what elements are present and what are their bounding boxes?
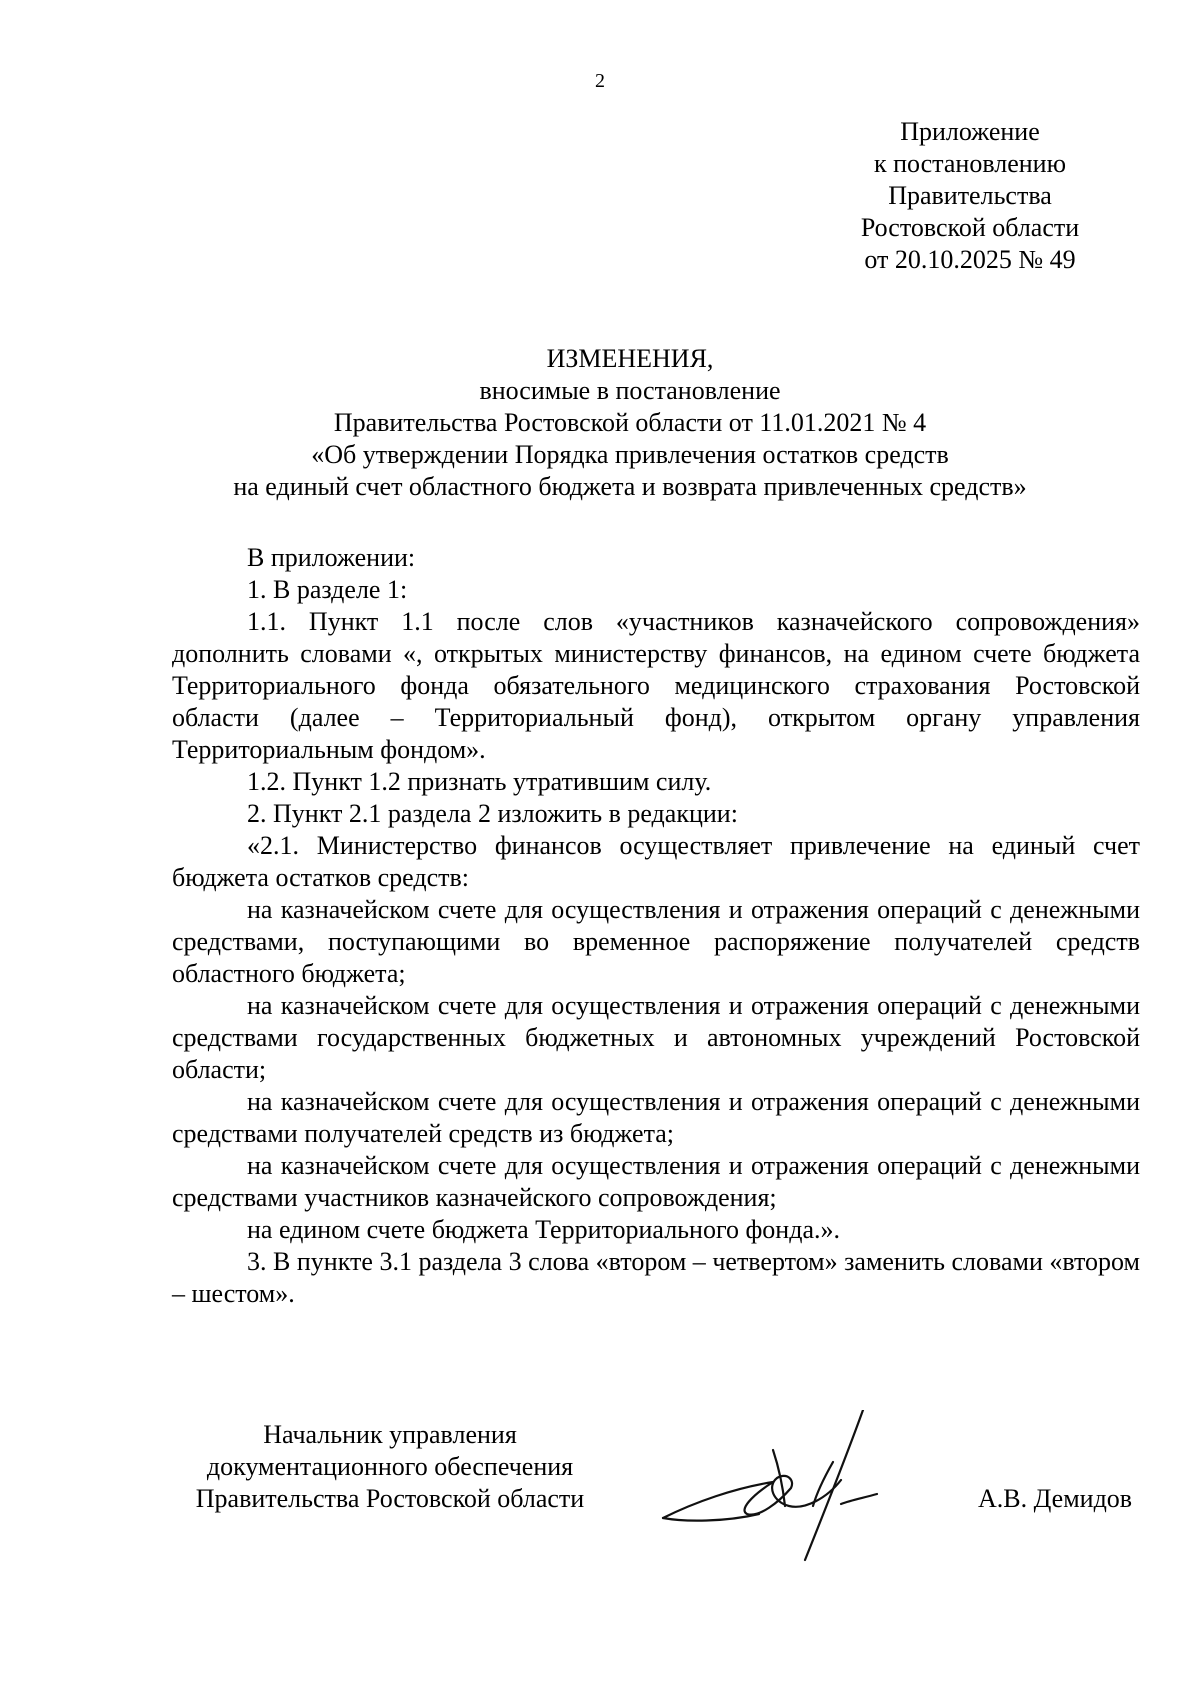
signatory-position — [160, 1419, 620, 1515]
paragraph: на казначейском счете для осуществления и отражения операций с денежными средствами получателей средств из бюджета; — [172, 1087, 1140, 1148]
signatory-position-line: Начальник управления — [263, 1420, 517, 1449]
paragraph: «2.1. Министерство финансов осуществляет привлечение на единый счет бюджета остатков средств: — [172, 831, 1140, 892]
appendix-line: от 20.10.2025 № 49 — [864, 245, 1076, 274]
paragraph: 2. Пункт 2.1 раздела 2 изложить в редакции: — [247, 799, 738, 828]
document-body — [172, 542, 1140, 1310]
title-line: «Об утверждении Порядка привлечения остатков средств — [311, 440, 949, 469]
paragraph: 3. В пункте 3.1 раздела 3 слова «втором – четвертом» заменить словами «втором – шестом». — [172, 1247, 1140, 1308]
paragraph: 1.1. Пункт 1.1 после слов «участников казначейского сопровождения» дополнить словами «, открытых министерству финансов, на едином счете бюджета Территориального фонда обязательного медицинского страхования Ростовской области (далее – Территориальный фонд), открытом органу управления Территориальным фондом». — [172, 607, 1140, 764]
appendix-line: к постановлению — [873, 149, 1067, 178]
document-title — [170, 343, 1090, 503]
signatory-position-line: Правительства Ростовской области — [195, 1484, 585, 1513]
paragraph: на казначейском счете для осуществления и отражения операций с денежными средствами государственных бюджетных и автономных учреждений Ростовской области; — [172, 991, 1140, 1084]
paragraph: 1. В разделе 1: — [247, 575, 408, 604]
title-line: на единый счет областного бюджета и возврата привлеченных средств» — [233, 472, 1027, 501]
title-heading: ИЗМЕНЕНИЯ, — [546, 344, 714, 373]
paragraph: 1.2. Пункт 1.2 признать утратившим силу. — [247, 767, 712, 796]
appendix-line: Приложение — [900, 117, 1040, 146]
paragraph: на едином счете бюджета Территориального фонда.». — [247, 1215, 840, 1244]
title-line: Правительства Ростовской области от 11.01.2021 № 4 — [333, 408, 927, 437]
appendix-line: Правительства — [888, 181, 1052, 210]
appendix-block — [820, 116, 1120, 276]
paragraph: на казначейском счете для осуществления и отражения операций с денежными средствами, поступающими во временное распоряжение получателей средств областного бюджета; — [172, 895, 1140, 988]
page-number: 2 — [595, 70, 605, 92]
signatory-position-line: документационного обеспечения — [206, 1452, 574, 1481]
signatory-name: А.В. Демидов — [978, 1484, 1133, 1513]
title-line: вносимые в постановление — [479, 376, 781, 405]
paragraph: В приложении: — [247, 543, 416, 572]
appendix-line: Ростовской области — [860, 213, 1080, 242]
paragraph: на казначейском счете для осуществления и отражения операций с денежными средствами участников казначейского сопровождения; — [172, 1151, 1140, 1212]
handwritten-signature — [655, 1410, 945, 1570]
